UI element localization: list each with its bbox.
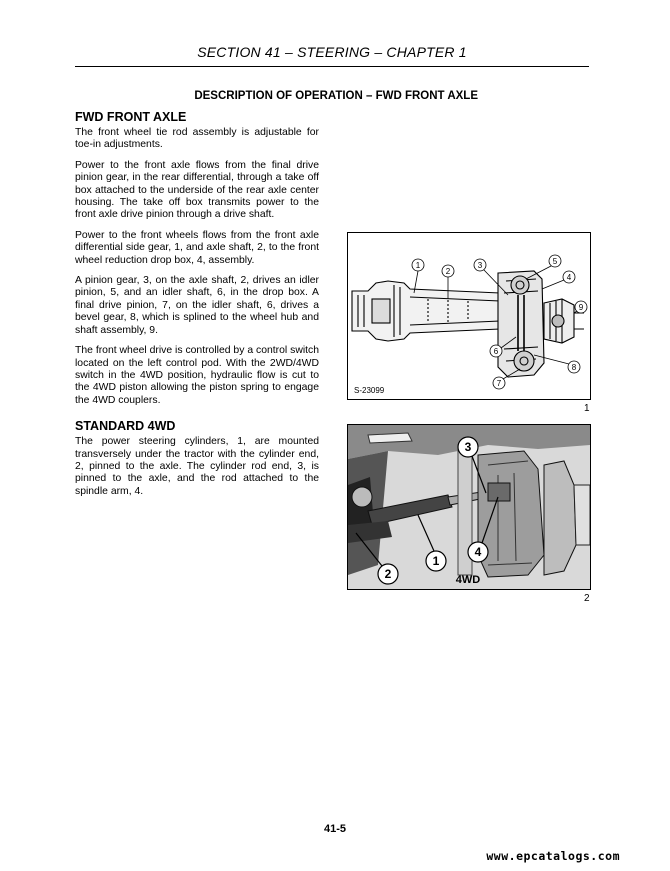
fig1-code: S-23099 [354,386,385,395]
fig1-callout-7: 7 [496,379,502,388]
fig1-callout-2: 2 [445,267,451,276]
figure-1-number: 1 [584,403,590,414]
fig2-callout-4: 4 [474,545,482,559]
fig1-callout-8: 8 [571,363,577,372]
section-heading-fwd: FWD FRONT AXLE [75,110,187,124]
paragraph: Power to the front wheels flows from the front axle differential side gear, 1, and axle shaft, 2, to the front wheel reduction drop box, 4, assembly. [75,229,319,266]
fig1-callout-1: 1 [415,261,421,270]
figure-2-number: 2 [584,593,590,604]
fig1-callout-6: 6 [493,347,499,356]
fig2-label-4wd: 4WD [455,574,481,586]
paragraph: The power steering cylinders, 1, are mounted transversely under the tractor with the cylinder end, 2, pinned to the axle. The cylinder rod end, 3, is pinned to the axle, and the rod attached to the spindle arm, 4. [75,436,319,497]
page-number: 41-5 [323,823,347,835]
fig1-callout-9: 9 [578,303,584,312]
header-rule [75,66,589,67]
paragraph: The front wheel tie rod assembly is adjustable for toe-in adjustments. [75,127,319,151]
section-heading-4wd: STANDARD 4WD [75,419,176,434]
paragraph: The front wheel drive is controlled by a control switch located on the left control pod. With the 2WD/4WD switch in the 4WD position, hydraulic flow is cut to the 4WD piston allowing the piston spring to engage the 4WD couplers. [75,345,319,406]
fig1-callout-3: 3 [477,261,483,270]
paragraph: A pinion gear, 3, on the axle shaft, 2, drives an idler pinion, 5, and an idler shaft, 6, in the drop box. A final drive pinion, 7, on the idler shaft, 6, drives a bevel gear, 8, which is splined to the wheel hub and shaft assembly, 9. [75,275,319,336]
fig2-callout-2: 2 [384,567,392,581]
fig2-callout-1: 1 [432,554,440,568]
fig1-callout-5: 5 [552,257,558,266]
page-title [75,90,589,102]
fig1-callout-4: 4 [566,273,572,282]
paragraph: Power to the front axle flows from the final drive pinion gear, in the rear differential, through a take off box attached to the underside of the rear axle center housing. The take off box transmits power to the front axle drive pinion through a drive shaft. [75,159,319,221]
fig2-callout-3: 3 [464,440,472,454]
figure-1-axle-diagram [347,232,591,400]
page-title-text: DESCRIPTION OF OPERATION – FWD FRONT AXLE [194,90,478,102]
figure-2-steering-photo [347,424,591,590]
running-header: SECTION 41 – STEERING – CHAPTER 1 [197,44,467,60]
text-column [75,110,319,506]
website-watermark: www.epcatalogs.com [486,849,620,863]
